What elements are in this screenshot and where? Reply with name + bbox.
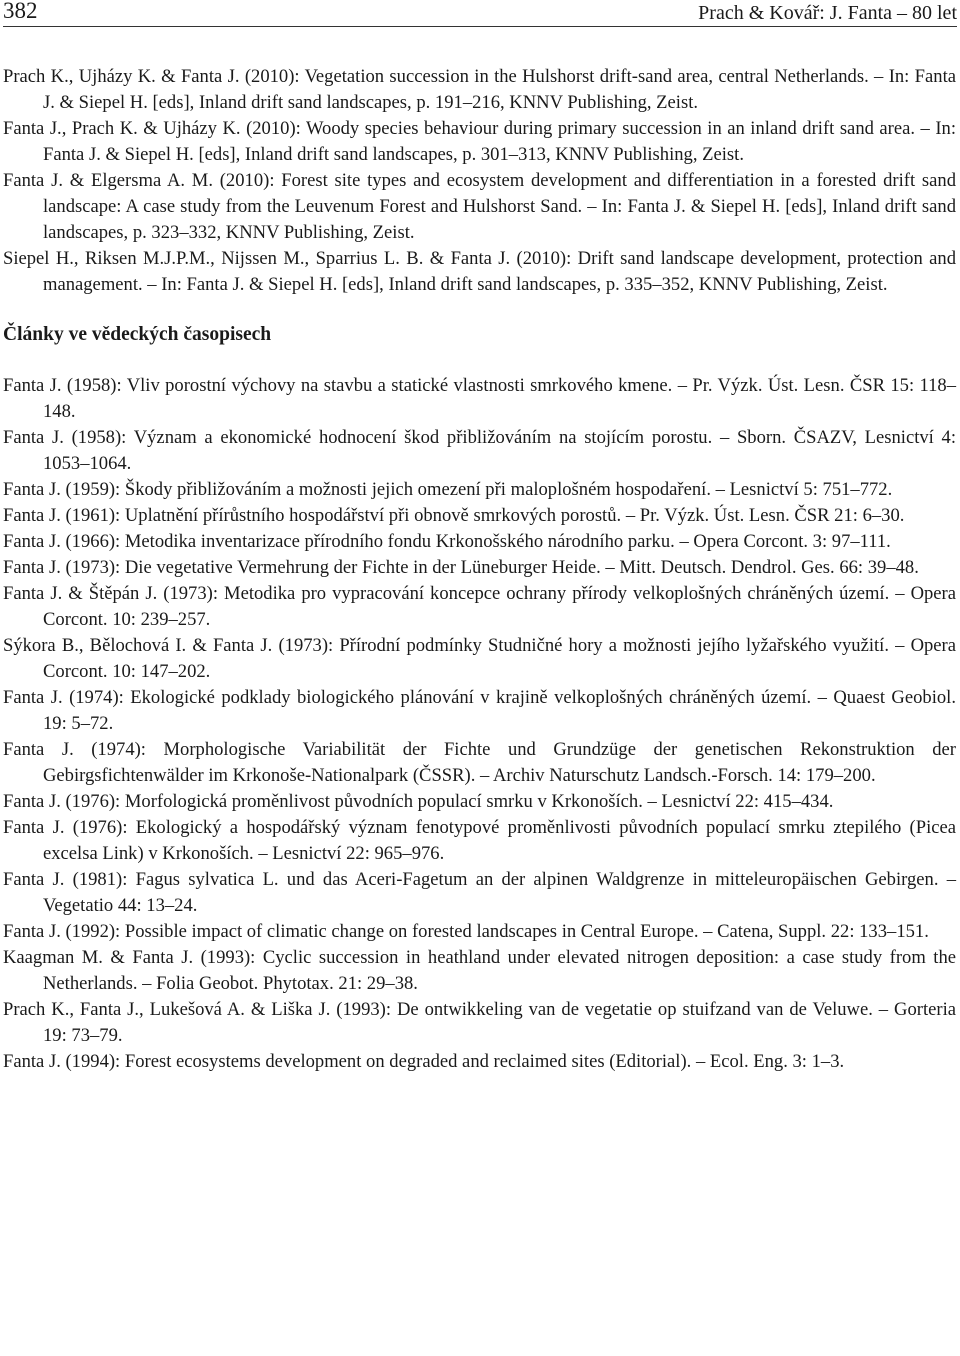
reference-entry: Fanta J. (1976): Ekologický a hospodářský význam fenotypové proměnlivosti původních populací smrku ztepilého (Picea excelsa Link) v Krkonoších. – Lesnictví 22: 965–976. bbox=[3, 817, 956, 864]
reference-entry: Fanta J. (1994): Forest ecosystems development on degraded and reclaimed sites (Editorial). – Ecol. Eng. 3: 1–3. bbox=[3, 1051, 845, 1072]
section-heading: Články ve vědeckých časopisech bbox=[3, 324, 272, 345]
reference-entry: Siepel H., Riksen M.J.P.M., Nijssen M., Sparrius L. B. & Fanta J. (2010): Drift sand landscape development, protection and management. – In: Fanta J. & Siepel H. [eds], Inland drift sand landscapes, p. 335–352, KNNV Publishing, Zeist. bbox=[3, 248, 956, 295]
reference-entry: Fanta J. (1959): Škody přibližováním a možnosti jejich omezení při maloplošném hospodaření. – Lesnictví 5: 751–772. bbox=[3, 479, 893, 500]
reference-entry: Fanta J. (1976): Morfologická proměnlivost původních populací smrku v Krkonoších. – Lesnictví 22: 415–434. bbox=[3, 791, 834, 812]
references-content bbox=[3, 64, 956, 1075]
reference-entry: Kaagman M. & Fanta J. (1993): Cyclic succession in heathland under elevated nitrogen deposition: a case study from the Netherlands. – Folia Geobot. Phytotax. 21: 29–38. bbox=[3, 947, 956, 994]
reference-entry: Prach K., Fanta J., Lukešová A. & Liška J. (1993): De ontwikkeling van de vegetatie op stuifzand van de Veluwe. – Gorteria 19: 73–79. bbox=[3, 999, 956, 1046]
reference-entry: Prach K., Ujházy K. & Fanta J. (2010): Vegetation succession in the Hulshorst drift-sand area, central Netherlands. – In: Fanta J. & Siepel H. [eds], Inland drift sand landscapes, p. 191–216, KNNV Publishing, Zeist. bbox=[3, 66, 956, 113]
reference-entry: Fanta J. (1958): Význam a ekonomické hodnocení škod přibližováním na stojícím porostu. – Sborn. ČSAZV, Lesnictví 4: 1053–1064. bbox=[3, 427, 956, 474]
page-number: 382 bbox=[3, 0, 38, 23]
page-header bbox=[3, 0, 957, 27]
reference-entry: Fanta J. (1974): Ekologické podklady biologického plánování v krajině velkoplošných chráněných území. – Quaest Geobiol. 19: 5–72. bbox=[3, 687, 956, 734]
reference-entry: Fanta J. (1958): Vliv porostní výchovy na stavbu a statické vlastnosti smrkového kmene. – Pr. Výzk. Úst. Lesn. ČSR 15: 118–148. bbox=[3, 375, 956, 422]
reference-entry: Fanta J. (1974): Morphologische Variabilität der Fichte und Grundzüge der genetischen Rekonstruktion der Gebirgsfichtenwälder im Krkonoše-Nationalpark (ČSSR). – Archiv Naturschutz Landsch.-Forsch. 14: 179–200. bbox=[3, 739, 956, 786]
running-head: Prach & Kovář: J. Fanta – 80 let bbox=[698, 2, 957, 24]
reference-entry: Sýkora B., Bělochová I. & Fanta J. (1973): Přírodní podmínky Studničné hory a možnosti jejího lyžařského využití. – Opera Corcont. 10: 147–202. bbox=[3, 635, 956, 682]
reference-entry: Fanta J. & Štěpán J. (1973): Metodika pro vypracování koncepce ochrany přírody velkoplošných chráněných území. – Opera Corcont. 10: 239–257. bbox=[3, 583, 956, 630]
reference-entry: Fanta J. (1961): Uplatnění přírůstního hospodářství při obnově smrkových porostů. – Pr. Výzk. Úst. Lesn. ČSR 21: 6–30. bbox=[3, 505, 905, 526]
reference-entry: Fanta J. (1981): Fagus sylvatica L. und das Aceri-Fagetum an der alpinen Waldgrenze in mitteleuropäischen Gebirgen. – Vegetatio 44: 13–24. bbox=[3, 869, 956, 916]
reference-entry: Fanta J., Prach K. & Ujházy K. (2010): Woody species behaviour during primary succession in an inland drift sand area. – In: Fanta J. & Siepel H. [eds], Inland drift sand landscapes, p. 301–313, KNNV Publishing, Zeist. bbox=[3, 118, 956, 165]
reference-entry: Fanta J. (1973): Die vegetative Vermehrung der Fichte in der Lüneburger Heide. – Mitt. Deutsch. Dendrol. Ges. 66: 39–48. bbox=[3, 557, 919, 578]
reference-entry: Fanta J. & Elgersma A. M. (2010): Forest site types and ecosystem development and differentiation in a forested drift sand landscape: A case study from the Leuvenum Forest and Hulshorst Sand. – In: Fanta J. & Siepel H. [eds], Inland drift sand landscapes, p. 323–332, KNNV Publishing, Zeist. bbox=[3, 170, 956, 243]
reference-entry: Fanta J. (1966): Metodika inventarizace přírodního fondu Krkonošského národního parku. – Opera Corcont. 3: 97–111. bbox=[3, 531, 891, 552]
reference-entry: Fanta J. (1992): Possible impact of climatic change on forested landscapes in Central Europe. – Catena, Suppl. 22: 133–151. bbox=[3, 921, 929, 942]
